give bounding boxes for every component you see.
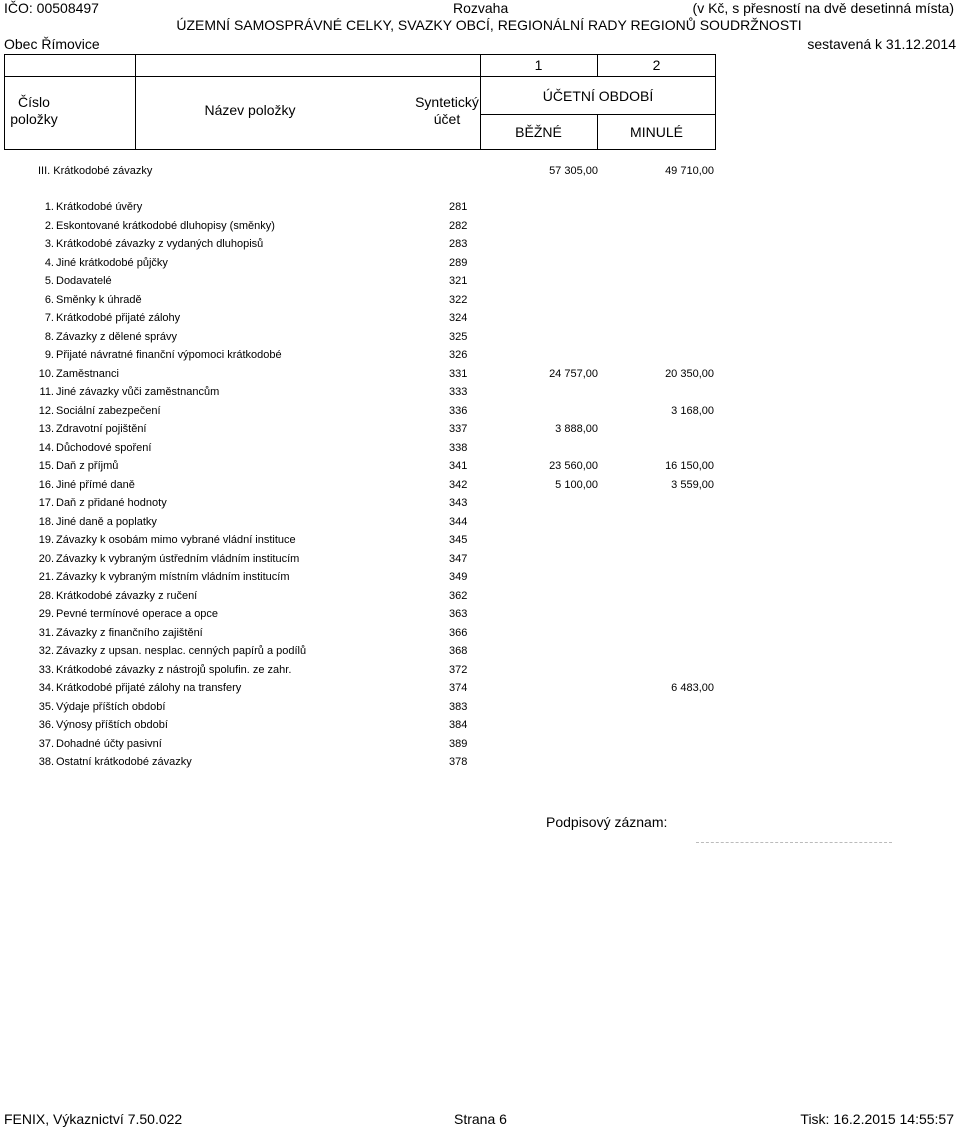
table-row	[0, 405, 960, 423]
table-row	[0, 331, 960, 349]
row-number: 17.	[38, 497, 54, 509]
row-number: 31.	[38, 626, 54, 639]
footer-page: Strana 6	[454, 1111, 507, 1127]
row-account: 331	[449, 367, 468, 380]
signature-label: Podpisový záznam:	[546, 814, 668, 830]
table-row	[0, 220, 960, 238]
row-account: 324	[449, 312, 468, 324]
table-row	[0, 423, 960, 441]
table-row	[0, 442, 960, 460]
table-row	[0, 701, 960, 719]
footer-printed: Tisk: 16.2.2015 14:55:57	[800, 1111, 954, 1127]
row-label: Důchodové spoření	[56, 441, 152, 454]
table-row	[0, 294, 960, 312]
section-previous: 49 710,00	[665, 165, 714, 177]
row-number: 32.	[38, 645, 54, 657]
entity-category: ÚZEMNÍ SAMOSPRÁVNÉ CELKY, SVAZKY OBCÍ, REGIONÁLNÍ RADY REGIONŮ SOUDRŽNOSTI	[176, 17, 802, 33]
row-account: 347	[449, 552, 468, 565]
table-row	[0, 534, 960, 552]
section-current: 57 305,00	[549, 165, 598, 177]
row-previous: 16 150,00	[665, 460, 714, 472]
ico-label: IČO: 00508497	[4, 0, 99, 16]
row-label: Daň z příjmů	[56, 460, 119, 472]
row-account: 372	[449, 663, 468, 676]
row-label: Krátkodobé přijaté zálohy na transfery	[56, 682, 242, 694]
row-number: 36.	[38, 719, 54, 731]
row-label: Závazky k osobám mimo vybrané vládní instituce	[56, 534, 296, 546]
row-label: Zdravotní pojištění	[56, 423, 147, 435]
row-account: 366	[449, 626, 468, 639]
row-number: 10.	[38, 367, 54, 380]
col-item-name: Název položky	[204, 102, 296, 118]
row-label: Závazky z upsan. nesplac. cenných papírů a podílů	[56, 645, 307, 657]
table-row	[0, 571, 960, 589]
row-number: 38.	[38, 756, 54, 768]
row-number: 14.	[38, 441, 54, 454]
row-account: 362	[449, 589, 468, 602]
table-row	[0, 312, 960, 330]
row-account: 349	[449, 571, 468, 583]
row-number: 33.	[38, 663, 54, 676]
table-row	[0, 368, 960, 386]
table-row	[0, 553, 960, 571]
row-number: 16.	[38, 478, 54, 491]
row-label: Závazky z finančního zajištění	[56, 626, 203, 639]
row-account: 283	[449, 238, 468, 250]
row-number: 7.	[44, 312, 54, 324]
row-label: Dodavatelé	[56, 275, 112, 287]
row-current: 3 888,00	[555, 423, 598, 435]
row-label: Krátkodobé závazky z nástrojů spolufin. ze zahr.	[56, 663, 292, 676]
row-account: 342	[449, 478, 468, 491]
row-number: 19.	[38, 534, 54, 546]
report-title: Rozvaha	[453, 0, 509, 16]
section-label: III. Krátkodobé závazky	[38, 165, 153, 177]
row-account: 336	[449, 404, 468, 417]
row-label: Sociální zabezpečení	[56, 404, 161, 417]
row-account: 341	[449, 460, 468, 472]
row-label: Výdaje příštích období	[56, 700, 166, 713]
col-number-2: 2	[652, 57, 661, 73]
row-label: Jiné závazky vůči zaměstnancům	[56, 386, 220, 398]
row-current: 5 100,00	[555, 478, 598, 491]
row-label: Krátkodobé přijaté zálohy	[56, 312, 181, 324]
row-label: Krátkodobé závazky z vydaných dluhopisů	[56, 238, 264, 250]
row-label: Závazky k vybraným místním vládním institucím	[56, 571, 290, 583]
table-row	[0, 664, 960, 682]
row-account: 281	[449, 201, 468, 213]
row-label: Krátkodobé úvěry	[56, 201, 143, 213]
row-number: 12.	[38, 404, 54, 417]
table-row	[0, 627, 960, 645]
row-number: 28.	[38, 589, 54, 602]
table-row	[0, 479, 960, 497]
row-account: 363	[449, 608, 468, 620]
compiled-date: sestavená k 31.12.2014	[807, 36, 956, 52]
row-number: 9.	[44, 349, 54, 361]
row-account: 343	[449, 497, 468, 509]
row-previous: 3 168,00	[671, 404, 714, 417]
row-number: 20.	[38, 552, 54, 565]
row-label: Jiné krátkodobé půjčky	[56, 256, 168, 269]
table-row	[0, 497, 960, 515]
row-label: Zaměstnanci	[56, 367, 119, 380]
table-row	[0, 275, 960, 293]
row-number: 1.	[44, 201, 54, 213]
col-number-1: 1	[534, 57, 543, 73]
row-label: Jiné přímé daně	[56, 478, 135, 491]
row-label: Ostatní krátkodobé závazky	[56, 756, 192, 768]
table-row	[0, 738, 960, 756]
footer-software: FENIX, Výkaznictví 7.50.022	[4, 1111, 183, 1127]
row-number: 8.	[44, 330, 54, 343]
entity-name: Obec Římovice	[4, 36, 100, 52]
row-number: 2.	[44, 219, 54, 232]
row-account: 384	[449, 719, 468, 731]
row-account: 368	[449, 645, 468, 657]
row-label: Směnky k úhradě	[56, 293, 142, 306]
row-number: 13.	[38, 423, 54, 435]
table-row	[0, 460, 960, 478]
row-number: 4.	[44, 256, 54, 269]
table-row	[0, 590, 960, 608]
row-account: 374	[449, 682, 468, 694]
row-label: Eskontované krátkodobé dluhopisy (směnky)	[56, 219, 275, 232]
col-previous: MINULÉ	[630, 124, 683, 140]
row-account: 282	[449, 219, 468, 232]
row-account: 345	[449, 534, 468, 546]
row-account: 289	[449, 256, 468, 269]
row-account: 378	[449, 756, 468, 768]
row-label: Daň z přidané hodnoty	[56, 497, 167, 509]
table-row	[0, 645, 960, 663]
table-row	[0, 386, 960, 404]
row-label: Pevné termínové operace a opce	[56, 608, 219, 620]
table-row	[0, 608, 960, 626]
table-row	[0, 719, 960, 737]
signature-line	[696, 842, 892, 843]
section-row	[0, 165, 960, 183]
table-row	[0, 238, 960, 256]
col-item-number: Číslo položky	[10, 94, 58, 127]
precision-note: (v Kč, s přesností na dvě desetinná místa)	[692, 0, 954, 16]
table-row	[0, 516, 960, 534]
table-row	[0, 201, 960, 219]
col-account: Syntetický účet	[415, 94, 479, 127]
row-label: Závazky k vybraným ústředním vládním institucím	[56, 552, 300, 565]
col-period: ÚČETNÍ OBDOBÍ	[542, 88, 654, 104]
table-row	[0, 756, 960, 774]
row-number: 3.	[44, 238, 54, 250]
row-current: 24 757,00	[549, 367, 598, 380]
row-previous: 20 350,00	[665, 367, 714, 380]
row-previous: 3 559,00	[671, 478, 714, 491]
row-current: 23 560,00	[549, 460, 598, 472]
row-label: Dohadné účty pasivní	[56, 737, 162, 750]
col-current: BĚŽNÉ	[515, 124, 562, 140]
row-number: 15.	[38, 460, 54, 472]
row-account: 326	[449, 349, 468, 361]
table-row	[0, 682, 960, 700]
row-account: 338	[449, 441, 468, 454]
row-number: 37.	[38, 737, 54, 750]
row-number: 5.	[44, 275, 54, 287]
row-label: Závazky z dělené správy	[56, 330, 178, 343]
row-account: 333	[449, 386, 468, 398]
row-number: 11.	[39, 386, 54, 398]
row-number: 34.	[38, 682, 54, 694]
row-previous: 6 483,00	[671, 682, 714, 694]
row-number: 21.	[38, 571, 54, 583]
row-account: 321	[449, 275, 468, 287]
row-account: 337	[449, 423, 468, 435]
row-label: Jiné daně a poplatky	[56, 515, 157, 528]
row-account: 344	[449, 515, 468, 528]
row-account: 322	[449, 293, 468, 306]
table-row	[0, 257, 960, 275]
row-account: 383	[449, 700, 468, 713]
row-number: 29.	[38, 608, 54, 620]
row-number: 6.	[44, 293, 54, 306]
row-number: 18.	[38, 515, 54, 528]
table-row	[0, 349, 960, 367]
row-label: Přijaté návratné finanční výpomoci krátkodobé	[56, 349, 282, 361]
row-label: Krátkodobé závazky z ručení	[56, 589, 198, 602]
row-account: 325	[449, 330, 468, 343]
row-number: 35.	[38, 700, 54, 713]
row-label: Výnosy příštích období	[56, 719, 168, 731]
row-account: 389	[449, 737, 468, 750]
